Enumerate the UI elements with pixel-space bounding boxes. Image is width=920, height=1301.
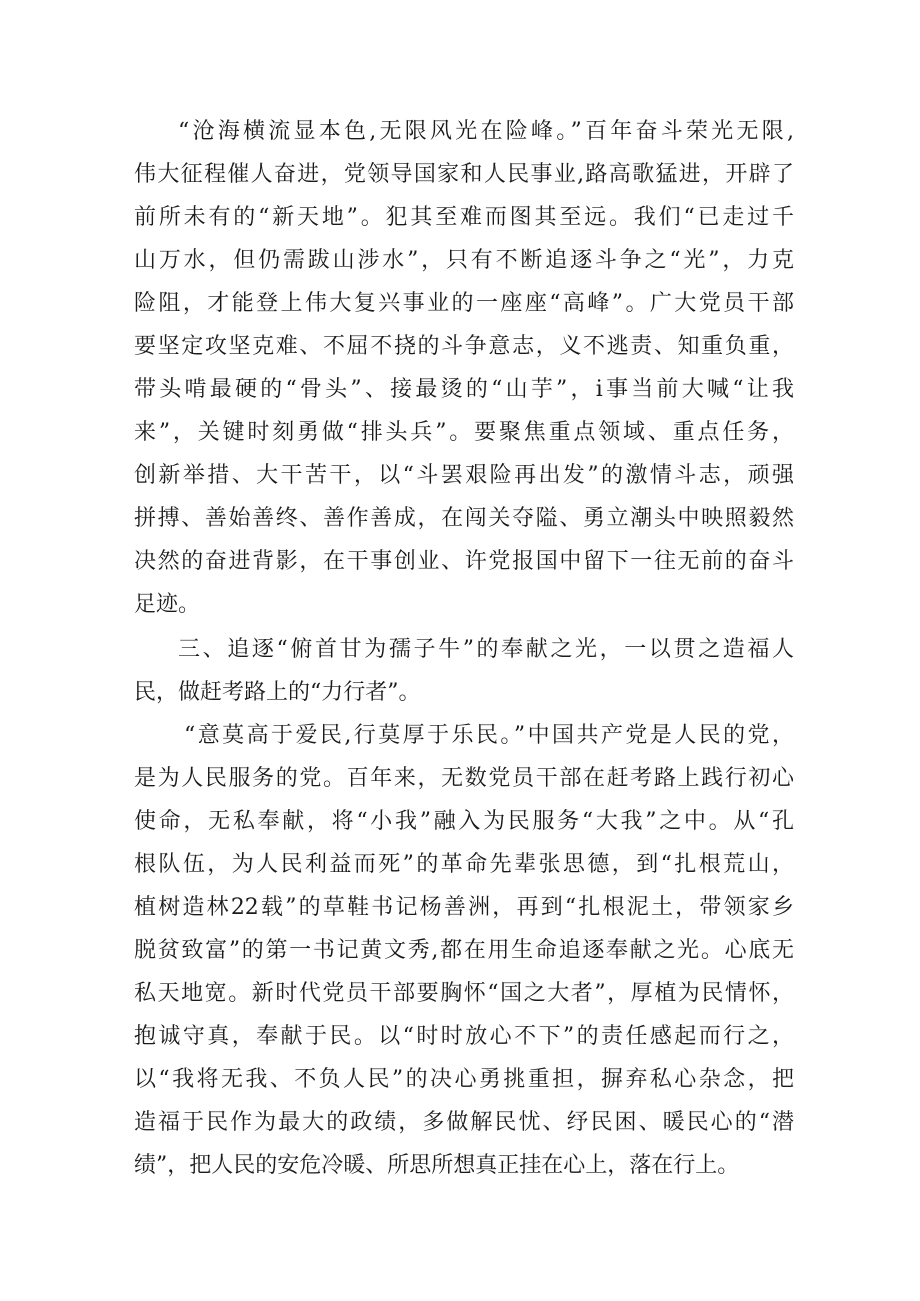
text-line: 抱诚守真，奉献于民。以“时时放心不下”的责任感起而行之， [134, 1024, 794, 1049]
text-line: 脱贫致富”的第一书记黄文秀,都在用生命追逐奉献之光。心底无 [134, 938, 794, 963]
heading-line: 三、追逐“俯首甘为孺子牛”的奉献之光，一以贯之造福人 [178, 637, 794, 662]
text-line: 造福于民作为最大的政绩，多做解民忧、纾民困、暖民心的“潜 [134, 1110, 794, 1135]
text-line: 要坚定攻坚克难、不屈不挠的斗争意志，义不逃责、知重负重， [134, 334, 794, 359]
text-line: 植树造林22载”的草鞋书记杨善洲，再到“扎根泥土，带领家乡 [134, 895, 794, 920]
text-line: 伟大征程催人奋进，党领导国家和人民事业,路高歌猛进，开辟了 [134, 162, 794, 187]
text-line: 是为人民服务的党。百年来，无数党员干部在赶考路上践行初心 [134, 766, 794, 791]
text-line: 决然的奋进背影，在干事创业、许党报国中留下一往无前的奋斗 [134, 549, 794, 574]
text-line: 创新举措、大干苦干，以“斗罢艰险再出发”的激情斗志，顽强 [134, 463, 794, 488]
heading-line: 民，做赶考路上的“力行者”。 [134, 680, 421, 705]
text-line: 以“我将无我、不负人民”的决心勇挑重担，摒弃私心杂念，把 [134, 1067, 794, 1092]
text-line: 足迹。 [134, 592, 201, 617]
text-line: 来”，关键时刻勇做“排头兵”。要聚焦重点领域、重点任务， [134, 420, 794, 445]
text-line: 使命，无私奉献，将“小我”融入为民服务“大我”之中。从“孔 [134, 809, 794, 834]
text-line: 险阻，才能登上伟大复兴事业的一座座“高峰”。广大党员干部 [134, 291, 794, 316]
text-line: 山万水，但仍需跋山涉水”，只有不断追逐斗争之“光”，力克 [134, 248, 794, 273]
text-line: “沧海横流显本色,无限风光在险峰。”百年奋斗荣光无限, [178, 119, 794, 144]
text-line: 私天地宽。新时代党员干部要胸怀“国之大者”，厚植为民情怀， [134, 981, 794, 1006]
text-line: “意莫高于爱民,行莫厚于乐民。”中国共产党是人民的党， [184, 723, 794, 748]
text-line: 绩”，把人民的安危冷暖、所思所想真正挂在心上，落在行上。 [134, 1153, 740, 1178]
paragraph-struggle-light [134, 110, 794, 626]
text-line: 带头啃最硬的“骨头”、接最烫的“山芋”，i事当前大喊“让我 [134, 377, 794, 402]
text-line: 根队伍，为人民利益而死”的革命先辈张思德，到“扎根荒山， [134, 852, 794, 877]
section-heading-three [134, 628, 794, 714]
paragraph-dedication-light [134, 714, 794, 1187]
text-line: 拼搏、善始善终、善作善成，在闯关夺隘、勇立潮头中映照毅然 [134, 506, 794, 531]
text-line: 前所未有的“新天地”。犯其至难而图其至远。我们“已走过千 [134, 205, 794, 230]
